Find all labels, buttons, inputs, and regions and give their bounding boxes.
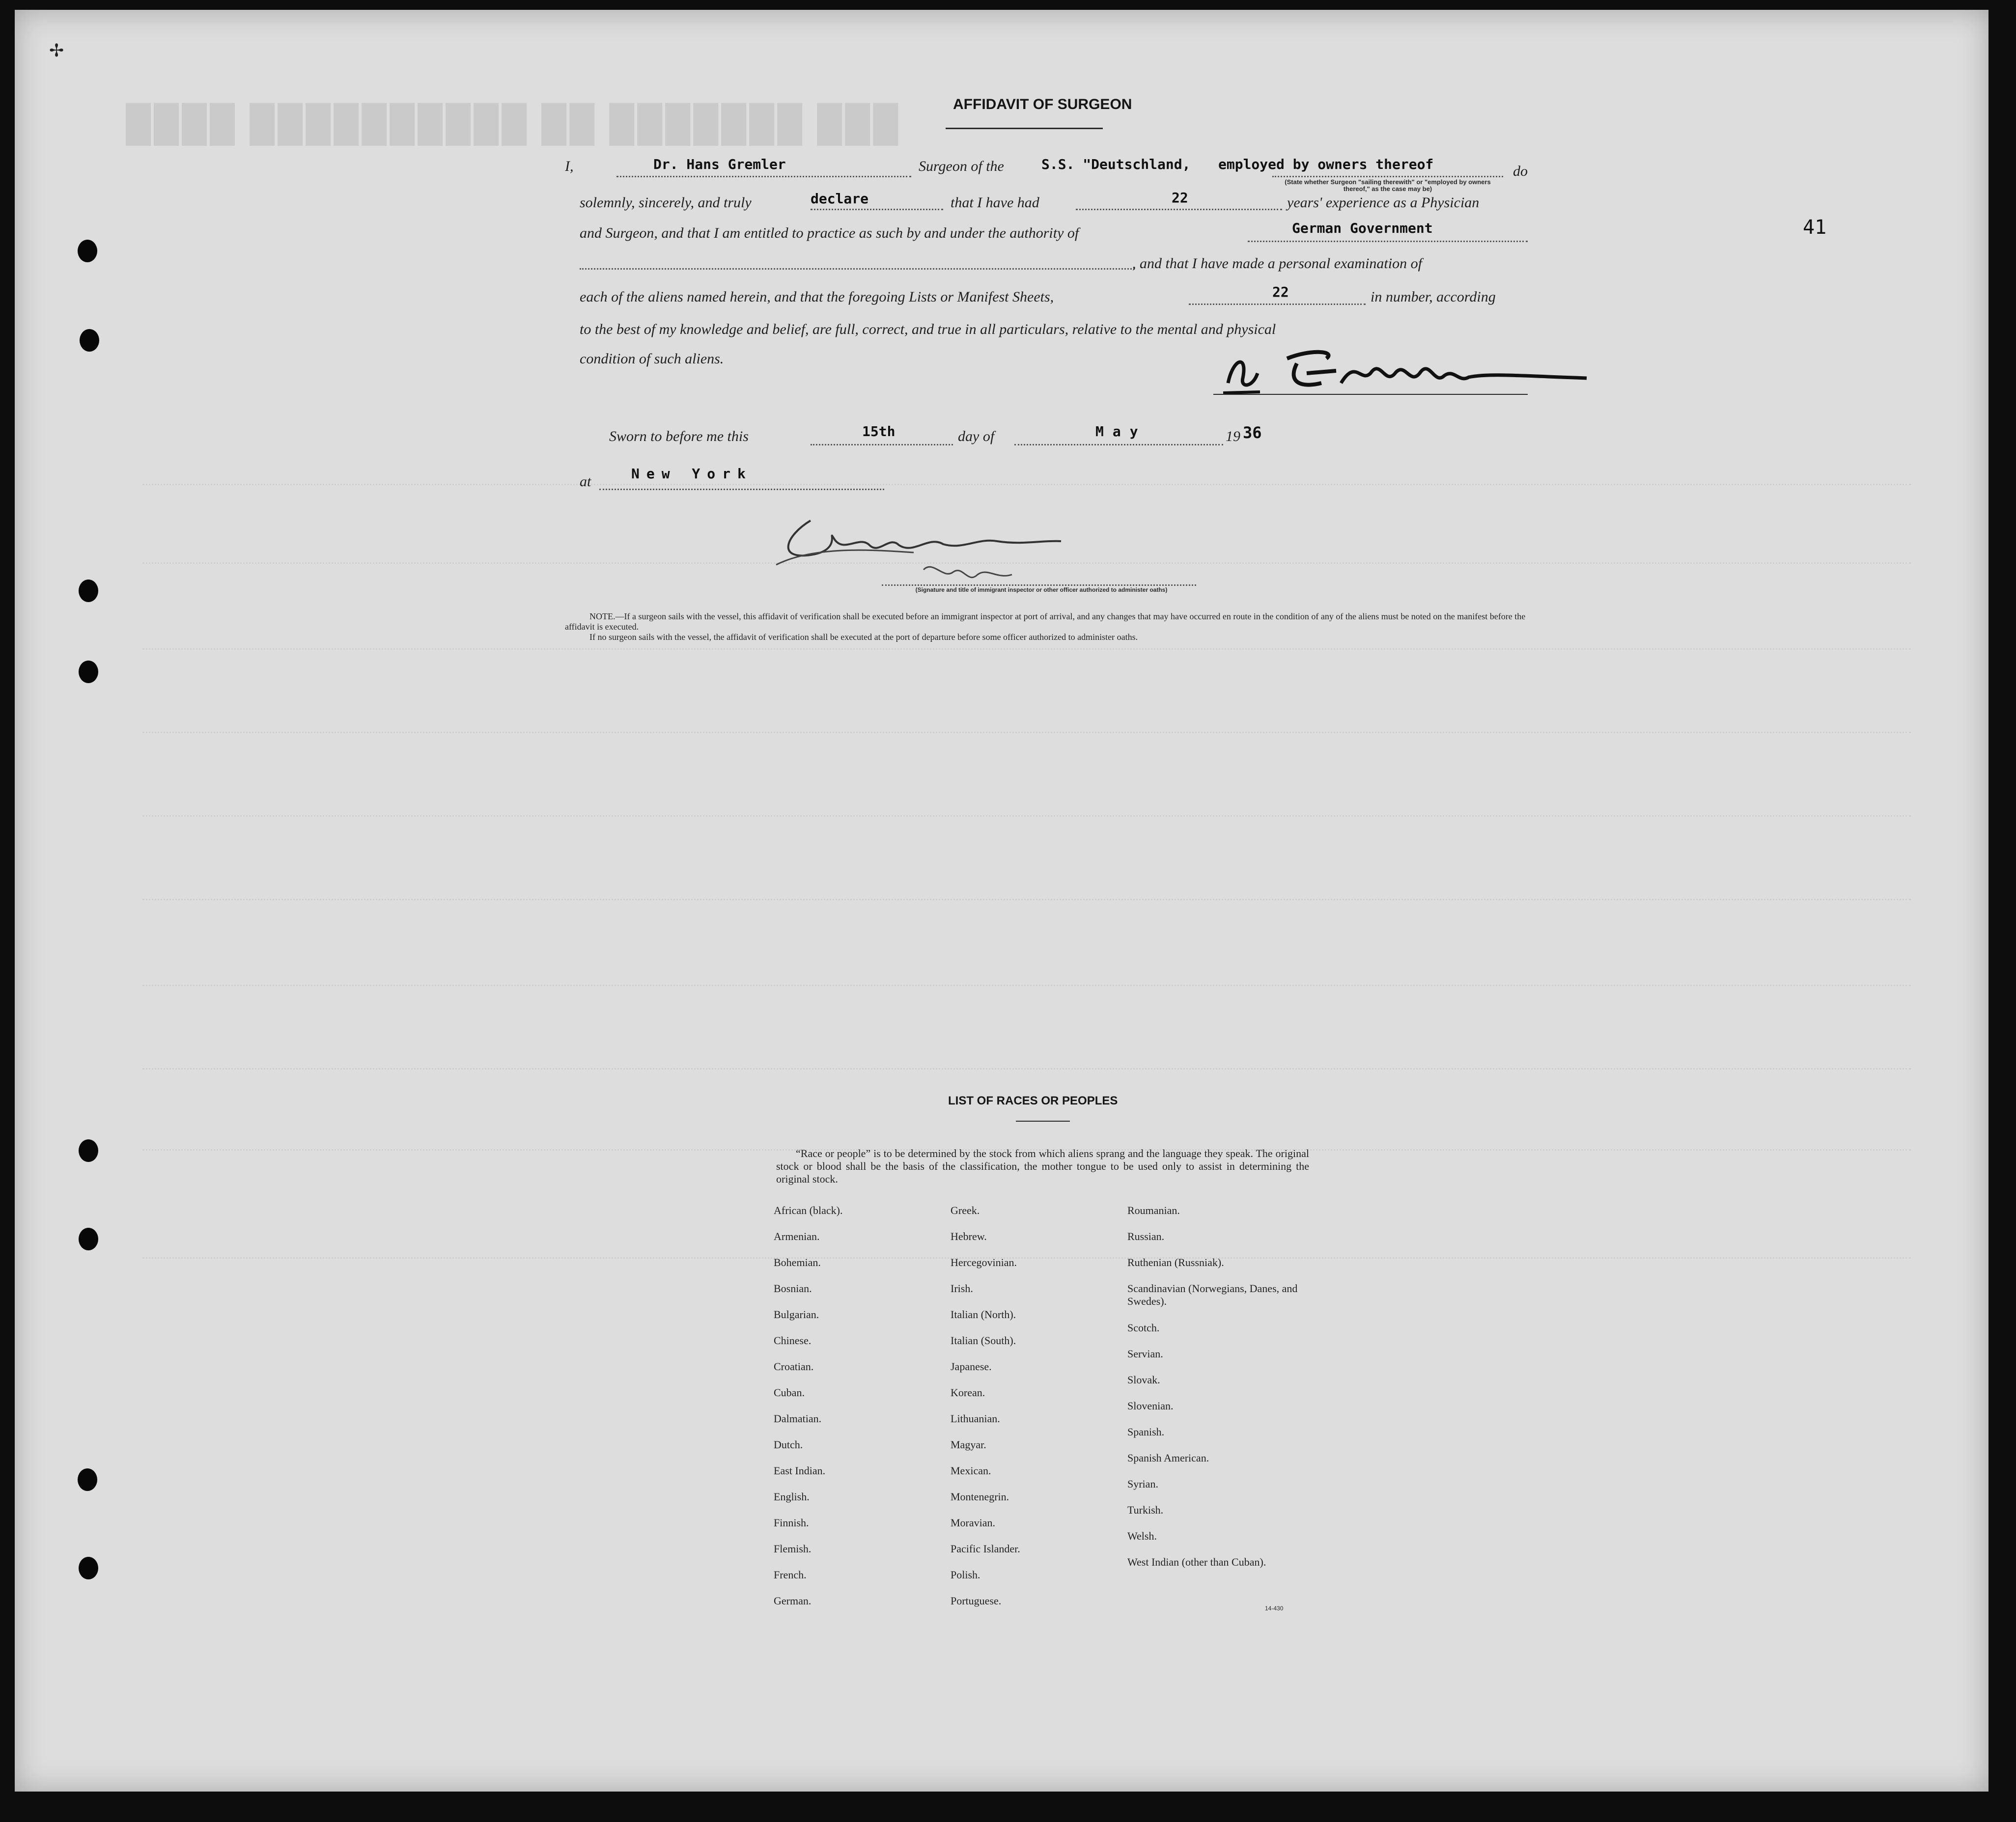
ship-name: S.S. "Deutschland, bbox=[1041, 156, 1191, 172]
sworn-year-prefix: 19 bbox=[1226, 428, 1240, 444]
race-list-item: Welsh. bbox=[1127, 1530, 1157, 1542]
races-intro: “Race or people” is to be determined by the stock from which aliens sprang and the language they speak. The original stock or blood shall be the basis of the classification, the mother tongue to be used only to assist in determining the original stock. bbox=[776, 1147, 1309, 1185]
page-number: 41 bbox=[1803, 216, 1827, 239]
dotted-line bbox=[599, 489, 884, 490]
race-list-item: Croatian. bbox=[774, 1360, 814, 1373]
punch-hole-icon bbox=[79, 1228, 98, 1250]
race-list-item: Moravian. bbox=[951, 1517, 996, 1529]
race-list-item: West Indian (other than Cuban). bbox=[1127, 1556, 1266, 1568]
surgeon-signature-line bbox=[1213, 394, 1528, 395]
race-list-item: Bulgarian. bbox=[774, 1308, 819, 1321]
race-list-item: Dalmatian. bbox=[774, 1412, 822, 1425]
race-list-item: Slovenian. bbox=[1127, 1400, 1174, 1412]
race-list-item: Cuban. bbox=[774, 1386, 805, 1399]
dotted-line bbox=[1076, 209, 1282, 210]
race-list-item: Ruthenian (Russniak). bbox=[1127, 1256, 1224, 1269]
dotted-line bbox=[882, 584, 1196, 586]
surgeon-signature bbox=[1213, 339, 1606, 403]
dotted-line bbox=[1189, 304, 1366, 305]
race-list-item: Dutch. bbox=[774, 1438, 803, 1451]
surgeon-employment: employed by owners thereof bbox=[1218, 156, 1434, 172]
punch-hole-icon bbox=[79, 1557, 98, 1579]
race-list-item: Scotch. bbox=[1127, 1322, 1160, 1334]
affidavit-line-3: and Surgeon, and that I am entitled to practice as such by and under the authority of bbox=[580, 225, 1079, 241]
affidavit-line-1-mid: Surgeon of the bbox=[919, 158, 1004, 174]
sworn-year: 36 bbox=[1243, 423, 1262, 442]
affidavit-line-5-suffix: in number, according bbox=[1371, 289, 1496, 305]
race-list-item: Magyar. bbox=[951, 1438, 986, 1451]
affidavit-title: AFFIDAVIT OF SURGEON bbox=[953, 96, 1132, 112]
sworn-month: May bbox=[1095, 423, 1147, 440]
race-list-item: Flemish. bbox=[774, 1543, 812, 1555]
declare-verb: declare bbox=[811, 191, 869, 207]
dotted-line bbox=[1248, 241, 1528, 242]
race-list-item: Bosnian. bbox=[774, 1282, 812, 1295]
affidavit-line-7: condition of such aliens. bbox=[580, 351, 724, 367]
dotted-line bbox=[811, 209, 943, 210]
affidavit-line-6: to the best of my knowledge and belief, are full, correct, and true in all particulars, relative to the mental and physical bbox=[580, 321, 1276, 337]
affidavit-line-2-mid: that I have had bbox=[951, 194, 1039, 211]
employment-note: (State whether Surgeon "sailing therewith" or "employed by owners thereof," as the case may be) bbox=[1285, 178, 1491, 193]
race-list-item: Mexican. bbox=[951, 1464, 991, 1477]
document-sheet bbox=[15, 10, 1988, 1792]
affidavit-line-2-suffix: years' experience as a Physician bbox=[1287, 194, 1480, 211]
years-experience: 22 bbox=[1172, 190, 1188, 206]
form-code: 14-430 bbox=[1265, 1605, 1284, 1612]
verification-note bbox=[565, 611, 1530, 642]
authority: German Government bbox=[1292, 220, 1433, 236]
dotted-line bbox=[616, 176, 911, 177]
race-list-item: Portuguese. bbox=[951, 1595, 1002, 1607]
race-list-item: Russian. bbox=[1127, 1230, 1165, 1242]
affidavit-line-4: , and that I have made a personal examination of bbox=[1132, 255, 1422, 272]
sworn-prefix: Sworn to before me this bbox=[609, 428, 749, 444]
races-column-3 bbox=[1127, 1204, 1314, 1595]
race-list-item: Chinese. bbox=[774, 1334, 812, 1347]
verification-note-paragraph-2: If no surgeon sails with the vessel, the affidavit of verification shall be executed at the port of departure before some officer authorized to administer oaths. bbox=[589, 632, 1138, 642]
race-list-item: Pacific Islander. bbox=[951, 1543, 1020, 1555]
race-list-item: Hercegovinian. bbox=[951, 1256, 1017, 1269]
sworn-place: New York bbox=[631, 466, 753, 482]
place-label: at bbox=[580, 473, 591, 490]
bleed-through-line bbox=[142, 899, 1911, 900]
sworn-day: 15th bbox=[862, 423, 896, 440]
sworn-day-of: day of bbox=[958, 428, 995, 444]
race-list-item: African (black). bbox=[774, 1204, 843, 1216]
affidavit-line-1-prefix: I, bbox=[565, 158, 574, 174]
race-list-item: Roumanian. bbox=[1127, 1204, 1180, 1216]
race-list-item: German. bbox=[774, 1595, 812, 1607]
punch-hole-icon bbox=[79, 1139, 98, 1162]
races-title-underline bbox=[1016, 1121, 1070, 1122]
race-list-item: Italian (North). bbox=[951, 1308, 1016, 1321]
official-signature-caption: (Signature and title of immigrant inspector or other officer authorized to administer oaths) bbox=[915, 586, 1168, 593]
title-underline bbox=[946, 128, 1103, 129]
corner-mark-icon: ✢ bbox=[49, 41, 64, 60]
affidavit-line-1-suffix: do bbox=[1513, 163, 1528, 179]
race-list-item: Korean. bbox=[951, 1386, 985, 1399]
race-list-item: Italian (South). bbox=[951, 1334, 1016, 1347]
race-list-item: Spanish American. bbox=[1127, 1452, 1209, 1464]
race-list-item: Montenegrin. bbox=[951, 1491, 1009, 1503]
bleed-through-heading: ███ ███████ ██ ██████████ ████ bbox=[123, 104, 898, 143]
official-signature bbox=[766, 506, 1071, 594]
race-list-item: Finnish. bbox=[774, 1517, 809, 1529]
race-list-item: Hebrew. bbox=[951, 1230, 987, 1242]
dotted-line bbox=[1014, 444, 1223, 445]
race-list-item: Scandinavian (Norwegians, Danes, and Swedes). bbox=[1127, 1282, 1298, 1307]
race-list-item: Japanese. bbox=[951, 1360, 992, 1373]
races-column-1 bbox=[774, 1204, 941, 1621]
race-list-item: Irish. bbox=[951, 1282, 973, 1295]
punch-hole-icon bbox=[78, 1468, 97, 1491]
dotted-line bbox=[580, 268, 1135, 270]
race-list-item: English. bbox=[774, 1491, 810, 1503]
races-title: LIST OF RACES OR PEOPLES bbox=[948, 1094, 1118, 1107]
race-list-item: Servian. bbox=[1127, 1348, 1163, 1360]
affidavit-line-2-prefix: solemnly, sincerely, and truly bbox=[580, 194, 752, 211]
punch-hole-icon bbox=[78, 240, 97, 262]
race-list-item: East Indian. bbox=[774, 1464, 826, 1477]
race-list-item: Spanish. bbox=[1127, 1426, 1165, 1438]
dotted-line bbox=[811, 444, 953, 445]
dotted-line bbox=[1272, 176, 1503, 177]
races-column-2 bbox=[951, 1204, 1118, 1621]
race-list-item: Greek. bbox=[951, 1204, 980, 1216]
affidavit-line-5-prefix: each of the aliens named herein, and that the foregoing Lists or Manifest Sheets, bbox=[580, 289, 1054, 305]
bleed-through-line bbox=[142, 815, 1911, 817]
punch-hole-icon bbox=[80, 329, 99, 352]
verification-note-paragraph-1: NOTE.—If a surgeon sails with the vessel, this affidavit of verification shall be executed before an immigrant inspector at port of arrival, and any changes that may have occurred en route in the condition of any of the aliens must be noted on the manifest before the affidavit is executed. bbox=[565, 611, 1526, 632]
bleed-through-line bbox=[142, 1068, 1911, 1070]
bleed-through-line bbox=[142, 648, 1911, 650]
race-list-item: Lithuanian. bbox=[951, 1412, 1000, 1425]
bleed-through-line bbox=[142, 484, 1911, 485]
race-list-item: French. bbox=[774, 1569, 807, 1581]
punch-hole-icon bbox=[79, 580, 98, 602]
race-list-item: Bohemian. bbox=[774, 1256, 821, 1269]
manifest-sheet-count: 22 bbox=[1272, 284, 1289, 300]
race-list-item: Turkish. bbox=[1127, 1504, 1164, 1516]
race-list-item: Polish. bbox=[951, 1569, 980, 1581]
race-list-item: Syrian. bbox=[1127, 1478, 1158, 1490]
surgeon-name: Dr. Hans Gremler bbox=[653, 156, 786, 172]
bleed-through-line bbox=[142, 732, 1911, 733]
race-list-item: Armenian. bbox=[774, 1230, 820, 1242]
race-list-item: Slovak. bbox=[1127, 1374, 1160, 1386]
punch-hole-icon bbox=[79, 661, 98, 683]
bleed-through-line bbox=[142, 985, 1911, 986]
